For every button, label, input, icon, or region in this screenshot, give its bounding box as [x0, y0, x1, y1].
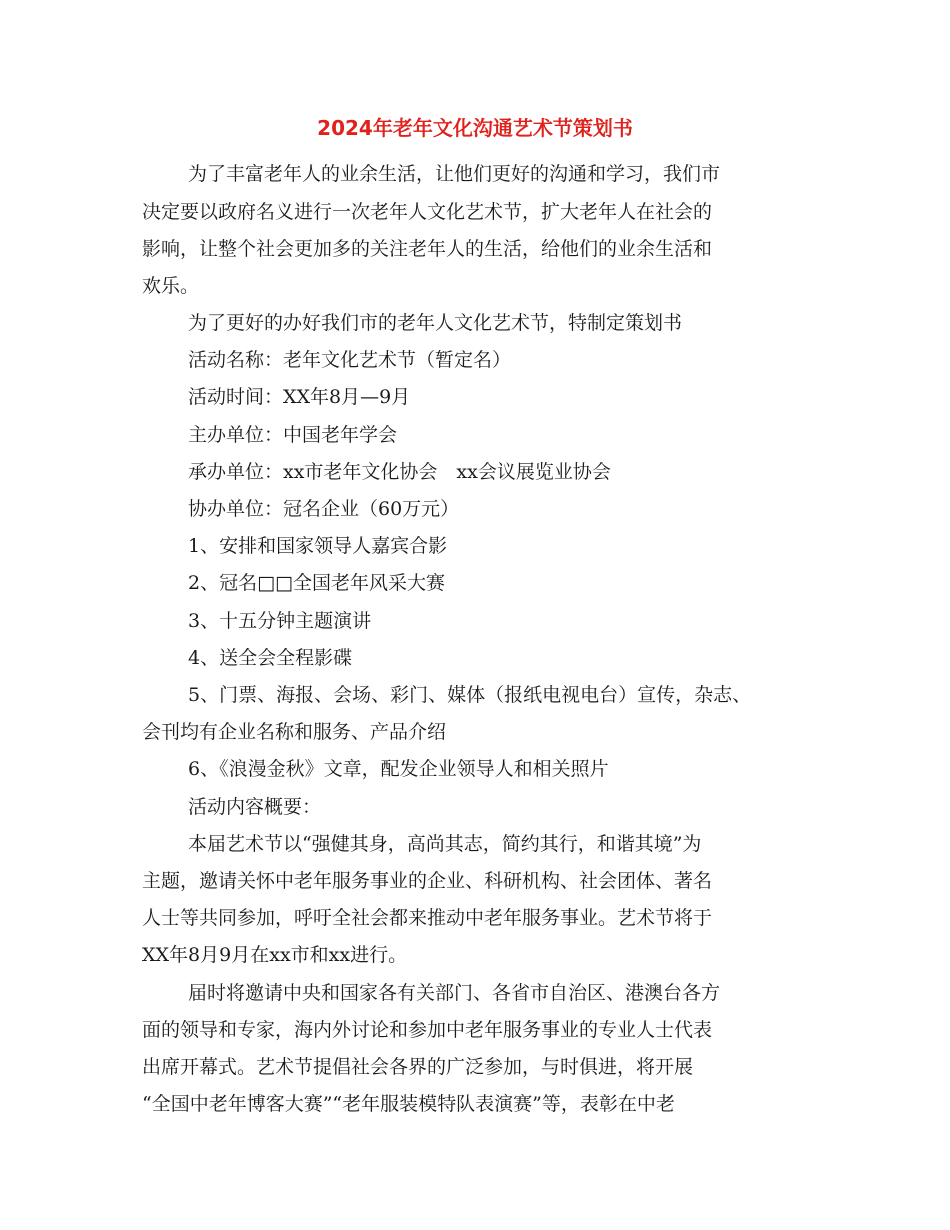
list-item-continued: 会刊均有企业名称和服务、产品介绍	[142, 721, 447, 743]
list-item: 1、安排和国家领导人嘉宾合影	[188, 535, 448, 557]
list-item: 5、门票、海报、会场、彩门、媒体（报纸电视电台）宣传，杂志、	[188, 684, 752, 706]
list-item: 6、《浪漫金秋》文章，配发企业领导人和相关照片	[188, 758, 609, 780]
paragraph-line: XX年8月9月在xx市和xx进行。	[142, 944, 408, 966]
section-heading: 活动内容概要：	[188, 796, 322, 818]
paragraph-line: “全国中老年博客大赛”“老年服装模特队表演赛”等，表彰在中老	[142, 1093, 675, 1115]
paragraph-line: 届时将邀请中央和国家各有关部门、各省市自治区、港澳台各方	[188, 982, 721, 1004]
paragraph-line: 决定要以政府名义进行一次老年人文化艺术节，扩大老年人在社会的	[142, 201, 713, 223]
activity-name-line: 活动名称：老年文化艺术节（暂定名）	[188, 349, 512, 371]
list-item: 3、十五分钟主题演讲	[188, 610, 372, 632]
paragraph-line: 出席开幕式。艺术节提倡社会各界的广泛参加，与时俱进，将开展	[142, 1056, 694, 1078]
paragraph-line: 欢乐。	[142, 275, 200, 297]
document-title: 2024年老年文化沟通艺术节策划书	[317, 116, 633, 140]
host-unit-line: 主办单位：中国老年学会	[188, 424, 398, 446]
paragraph-line: 为了更好的办好我们市的老年人文化艺术节，特制定策划书	[188, 312, 683, 334]
organizer-unit-line: 承办单位：xx市老年文化协会 xx会议展览业协会	[188, 461, 611, 483]
list-item: 4、送全会全程影碟	[188, 647, 353, 669]
list-item: 2、冠名□□全国老年风采大赛	[188, 572, 445, 594]
activity-time-line: 活动时间：XX年8月—9月	[188, 386, 411, 408]
co-organizer-unit-line: 协办单位：冠名企业（60万元）	[188, 498, 460, 520]
paragraph-line: 影响，让整个社会更加多的关注老年人的生活，给他们的业余生活和	[142, 238, 713, 260]
paragraph-line: 为了丰富老年人的业余生活，让他们更好的沟通和学习，我们市	[188, 163, 721, 185]
paragraph-line: 主题，邀请关怀中老年服务事业的企业、科研机构、社会团体、著名	[142, 870, 713, 892]
paragraph-line: 人士等共同参加，呼吁全社会都来推动中老年服务事业。艺术节将于	[142, 907, 713, 929]
paragraph-line: 本届艺术节以“强健其身，高尚其志，简约其行，和谐其境”为	[188, 833, 702, 855]
paragraph-line: 面的领导和专家，海内外讨论和参加中老年服务事业的专业人士代表	[142, 1019, 713, 1041]
